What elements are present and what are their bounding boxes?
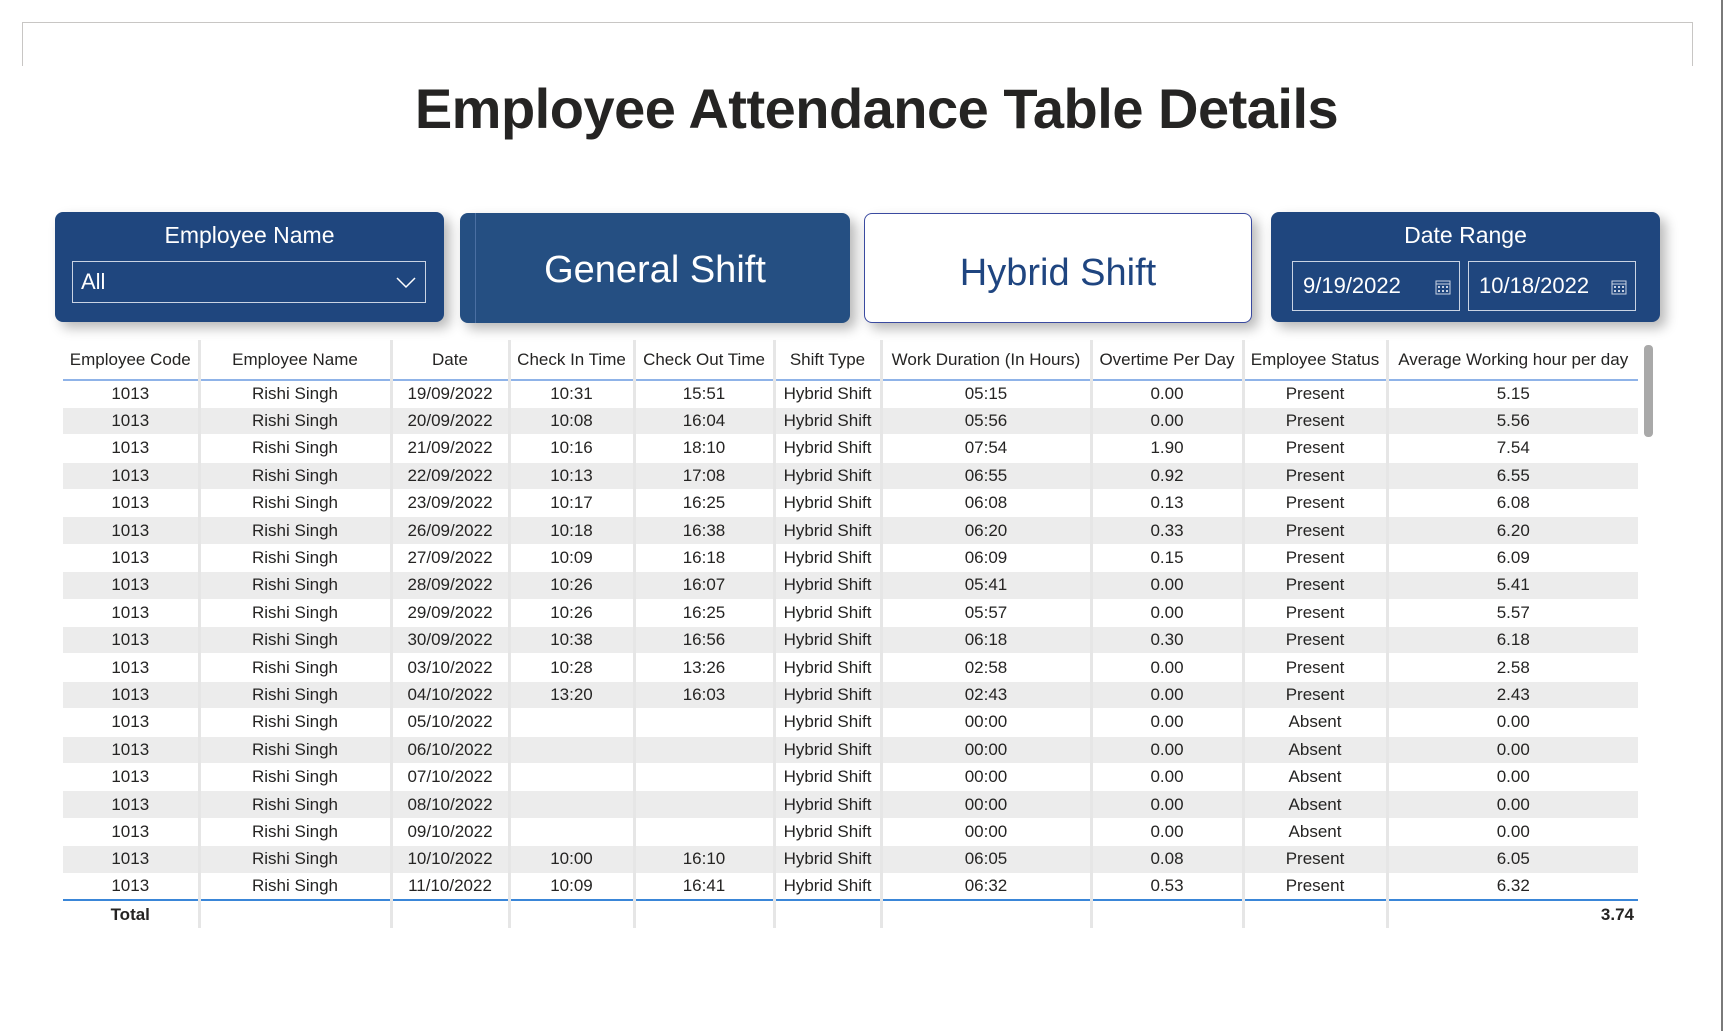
cell-employee-name: Rishi Singh	[199, 462, 391, 489]
cell-overtime: 0.15	[1091, 544, 1243, 571]
cell-date: 04/10/2022	[391, 681, 509, 708]
end-date-input[interactable]	[1468, 261, 1636, 311]
cell-work-duration: 05:57	[881, 599, 1091, 626]
cell-shift-type: Hybrid Shift	[774, 763, 881, 790]
cell-avg-working-hour: 6.08	[1387, 490, 1638, 517]
cell-employee-status: Present	[1243, 873, 1387, 900]
cell-employee-status: Absent	[1243, 709, 1387, 736]
cell-avg-working-hour: 2.58	[1387, 654, 1638, 681]
cell-date: 29/09/2022	[391, 599, 509, 626]
table-header-row	[63, 340, 1638, 380]
cell-check-in-time: 10:00	[509, 846, 634, 873]
cell-avg-working-hour: 5.57	[1387, 599, 1638, 626]
cell-work-duration: 02:43	[881, 681, 1091, 708]
cell-employee-code: 1013	[63, 763, 199, 790]
cell-shift-type: Hybrid Shift	[774, 627, 881, 654]
cell-work-duration: 00:00	[881, 736, 1091, 763]
column-header-check-out[interactable]: Check Out Time	[634, 340, 774, 380]
cell-overtime: 0.92	[1091, 462, 1243, 489]
cell-employee-name: Rishi Singh	[199, 763, 391, 790]
cell-check-in-time: 10:38	[509, 627, 634, 654]
cell-employee-status: Present	[1243, 654, 1387, 681]
cell-work-duration: 05:56	[881, 407, 1091, 434]
table-row[interactable]	[63, 627, 1638, 654]
column-header-status[interactable]: Employee Status	[1243, 340, 1387, 380]
cell-work-duration: 07:54	[881, 435, 1091, 462]
cell-employee-status: Present	[1243, 517, 1387, 544]
end-date-value: 10/18/2022	[1479, 273, 1590, 298]
cell-check-out-time: 18:10	[634, 435, 774, 462]
cell-employee-name: Rishi Singh	[199, 873, 391, 900]
cell-date: 23/09/2022	[391, 490, 509, 517]
cell-avg-working-hour: 2.43	[1387, 681, 1638, 708]
cell-shift-type: Hybrid Shift	[774, 736, 881, 763]
cell-avg-working-hour: 0.00	[1387, 709, 1638, 736]
cell-check-in-time	[509, 736, 634, 763]
cell-employee-status: Absent	[1243, 736, 1387, 763]
cell-check-in-time: 10:31	[509, 380, 634, 407]
cell-shift-type: Hybrid Shift	[774, 681, 881, 708]
cell-shift-type: Hybrid Shift	[774, 407, 881, 434]
cell-employee-name: Rishi Singh	[199, 791, 391, 818]
column-header-shift-type[interactable]: Shift Type	[774, 340, 881, 380]
cell-work-duration: 02:58	[881, 654, 1091, 681]
cell-shift-type: Hybrid Shift	[774, 791, 881, 818]
cell-shift-type: Hybrid Shift	[774, 818, 881, 845]
cell-shift-type: Hybrid Shift	[774, 873, 881, 900]
employee-name-label: Employee Name	[164, 222, 335, 248]
cell-check-in-time: 10:26	[509, 572, 634, 599]
cell-date: 19/09/2022	[391, 380, 509, 407]
table-row[interactable]	[63, 572, 1638, 599]
cell-check-out-time: 16:07	[634, 572, 774, 599]
cell-employee-code: 1013	[63, 681, 199, 708]
cell-employee-status: Present	[1243, 681, 1387, 708]
cell-check-in-time: 10:09	[509, 544, 634, 571]
cell-avg-working-hour: 6.18	[1387, 627, 1638, 654]
cell-work-duration: 05:41	[881, 572, 1091, 599]
cell-employee-code: 1013	[63, 736, 199, 763]
cell-work-duration: 06:32	[881, 873, 1091, 900]
cell-employee-status: Absent	[1243, 763, 1387, 790]
cell-check-out-time: 17:08	[634, 462, 774, 489]
total-label: Total	[63, 900, 199, 928]
table-row[interactable]	[63, 709, 1638, 736]
start-date-value: 9/19/2022	[1303, 273, 1401, 298]
table-row[interactable]	[63, 873, 1638, 900]
cell-overtime: 0.00	[1091, 380, 1243, 407]
cell-date: 07/10/2022	[391, 763, 509, 790]
cell-check-in-time	[509, 709, 634, 736]
cell-work-duration: 00:00	[881, 763, 1091, 790]
cell-overtime: 0.00	[1091, 407, 1243, 434]
cell-overtime: 0.00	[1091, 763, 1243, 790]
cell-work-duration: 06:18	[881, 627, 1091, 654]
cell-employee-status: Present	[1243, 572, 1387, 599]
cell-shift-type: Hybrid Shift	[774, 517, 881, 544]
cell-overtime: 0.00	[1091, 681, 1243, 708]
cell-employee-name: Rishi Singh	[199, 435, 391, 462]
cell-date: 09/10/2022	[391, 818, 509, 845]
cell-employee-status: Present	[1243, 627, 1387, 654]
cell-check-out-time: 16:04	[634, 407, 774, 434]
column-header-overtime[interactable]: Overtime Per Day	[1091, 340, 1243, 380]
cell-employee-code: 1013	[63, 544, 199, 571]
date-range-slicer	[1271, 212, 1660, 322]
cell-shift-type: Hybrid Shift	[774, 490, 881, 517]
general-shift-label: General Shift	[544, 249, 766, 291]
cell-employee-code: 1013	[63, 791, 199, 818]
cell-shift-type: Hybrid Shift	[774, 599, 881, 626]
cell-overtime: 0.13	[1091, 490, 1243, 517]
cell-check-in-time	[509, 818, 634, 845]
cell-employee-code: 1013	[63, 846, 199, 873]
table-row[interactable]	[63, 763, 1638, 790]
hybrid-shift-button[interactable]	[864, 213, 1252, 323]
page-title: Employee Attendance Table Details	[414, 77, 1339, 140]
cell-employee-status: Present	[1243, 462, 1387, 489]
canvas-border-top	[22, 22, 1693, 23]
cell-employee-name: Rishi Singh	[199, 654, 391, 681]
cell-check-out-time: 16:10	[634, 846, 774, 873]
canvas-border-right	[1692, 22, 1693, 66]
cell-employee-code: 1013	[63, 407, 199, 434]
cell-check-in-time: 10:08	[509, 407, 634, 434]
cell-employee-code: 1013	[63, 873, 199, 900]
cell-date: 30/09/2022	[391, 627, 509, 654]
cell-overtime: 0.00	[1091, 572, 1243, 599]
cell-date: 27/09/2022	[391, 544, 509, 571]
cell-check-in-time	[509, 763, 634, 790]
cell-shift-type: Hybrid Shift	[774, 572, 881, 599]
cell-employee-name: Rishi Singh	[199, 407, 391, 434]
cell-check-out-time	[634, 709, 774, 736]
cell-check-out-time: 16:25	[634, 490, 774, 517]
cell-shift-type: Hybrid Shift	[774, 435, 881, 462]
cell-check-out-time: 16:25	[634, 599, 774, 626]
cell-employee-status: Present	[1243, 846, 1387, 873]
cell-avg-working-hour: 7.54	[1387, 435, 1638, 462]
cell-check-in-time: 10:18	[509, 517, 634, 544]
table-row[interactable]	[63, 736, 1638, 763]
cell-avg-working-hour: 6.05	[1387, 846, 1638, 873]
cell-overtime: 1.90	[1091, 435, 1243, 462]
canvas-border-left	[22, 22, 23, 66]
column-header-employee-code[interactable]: Employee Code	[63, 340, 199, 380]
cell-shift-type: Hybrid Shift	[774, 654, 881, 681]
employee-name-value: All	[81, 269, 106, 294]
cell-date: 20/09/2022	[391, 407, 509, 434]
cell-overtime: 0.00	[1091, 599, 1243, 626]
cell-overtime: 0.33	[1091, 517, 1243, 544]
cell-check-in-time: 10:16	[509, 435, 634, 462]
cell-check-in-time: 10:09	[509, 873, 634, 900]
cell-date: 28/09/2022	[391, 572, 509, 599]
cell-employee-status: Absent	[1243, 818, 1387, 845]
cell-employee-code: 1013	[63, 818, 199, 845]
cell-employee-name: Rishi Singh	[199, 572, 391, 599]
table-row[interactable]	[63, 654, 1638, 681]
cell-employee-name: Rishi Singh	[199, 709, 391, 736]
cell-check-in-time: 13:20	[509, 681, 634, 708]
start-date-input[interactable]	[1292, 261, 1460, 311]
cell-check-out-time: 16:18	[634, 544, 774, 571]
attendance-table	[63, 340, 1638, 928]
table-total-row	[63, 900, 1638, 928]
cell-date: 08/10/2022	[391, 791, 509, 818]
cell-avg-working-hour: 0.00	[1387, 818, 1638, 845]
table-row[interactable]	[63, 791, 1638, 818]
table-row[interactable]	[63, 846, 1638, 873]
table-row[interactable]	[63, 490, 1638, 517]
cell-overtime: 0.53	[1091, 873, 1243, 900]
date-range-label: Date Range	[1404, 222, 1527, 248]
column-header-check-in[interactable]: Check In Time	[509, 340, 634, 380]
cell-overtime: 0.00	[1091, 736, 1243, 763]
cell-avg-working-hour: 5.15	[1387, 380, 1638, 407]
table-row[interactable]	[63, 435, 1638, 462]
cell-check-out-time	[634, 818, 774, 845]
cell-avg-working-hour: 6.55	[1387, 462, 1638, 489]
cell-avg-working-hour: 6.32	[1387, 873, 1638, 900]
cell-date: 11/10/2022	[391, 873, 509, 900]
table-row[interactable]	[63, 544, 1638, 571]
cell-work-duration: 00:00	[881, 818, 1091, 845]
cell-avg-working-hour: 5.56	[1387, 407, 1638, 434]
cell-overtime: 0.00	[1091, 654, 1243, 681]
cell-employee-code: 1013	[63, 599, 199, 626]
cell-employee-status: Present	[1243, 435, 1387, 462]
employee-name-slicer	[55, 212, 444, 322]
column-header-avg-working-hour[interactable]: Average Working hour per day	[1387, 340, 1638, 380]
cell-check-in-time: 10:28	[509, 654, 634, 681]
cell-check-in-time	[509, 791, 634, 818]
cell-check-out-time: 16:56	[634, 627, 774, 654]
table-scrollbar[interactable]	[1644, 345, 1653, 437]
cell-overtime: 0.00	[1091, 791, 1243, 818]
cell-employee-status: Present	[1243, 490, 1387, 517]
cell-employee-code: 1013	[63, 490, 199, 517]
table-row[interactable]	[63, 517, 1638, 544]
cell-date: 05/10/2022	[391, 709, 509, 736]
cell-overtime: 0.08	[1091, 846, 1243, 873]
cell-employee-status: Present	[1243, 544, 1387, 571]
cell-employee-name: Rishi Singh	[199, 599, 391, 626]
cell-date: 06/10/2022	[391, 736, 509, 763]
cell-shift-type: Hybrid Shift	[774, 544, 881, 571]
cell-employee-name: Rishi Singh	[199, 627, 391, 654]
cell-work-duration: 06:20	[881, 517, 1091, 544]
cell-employee-name: Rishi Singh	[199, 380, 391, 407]
cell-check-out-time: 16:38	[634, 517, 774, 544]
table-body	[63, 380, 1638, 900]
cell-work-duration: 05:15	[881, 380, 1091, 407]
cell-employee-code: 1013	[63, 435, 199, 462]
cell-avg-working-hour: 6.09	[1387, 544, 1638, 571]
cell-date: 21/09/2022	[391, 435, 509, 462]
cell-check-in-time: 10:26	[509, 599, 634, 626]
cell-work-duration: 06:09	[881, 544, 1091, 571]
cell-employee-name: Rishi Singh	[199, 736, 391, 763]
cell-avg-working-hour: 6.20	[1387, 517, 1638, 544]
cell-overtime: 0.30	[1091, 627, 1243, 654]
cell-employee-status: Present	[1243, 407, 1387, 434]
cell-avg-working-hour: 0.00	[1387, 763, 1638, 790]
cell-check-out-time	[634, 763, 774, 790]
cell-avg-working-hour: 0.00	[1387, 791, 1638, 818]
table-row[interactable]	[63, 681, 1638, 708]
cell-shift-type: Hybrid Shift	[774, 846, 881, 873]
cell-avg-working-hour: 5.41	[1387, 572, 1638, 599]
cell-employee-name: Rishi Singh	[199, 818, 391, 845]
cell-employee-status: Present	[1243, 380, 1387, 407]
table-row[interactable]	[63, 407, 1638, 434]
cell-shift-type: Hybrid Shift	[774, 709, 881, 736]
hybrid-shift-label: Hybrid Shift	[959, 252, 1157, 294]
cell-employee-code: 1013	[63, 462, 199, 489]
cell-employee-name: Rishi Singh	[199, 544, 391, 571]
cell-date: 03/10/2022	[391, 654, 509, 681]
table-row[interactable]	[63, 380, 1638, 407]
column-header-date[interactable]: Date	[391, 340, 509, 380]
table-row[interactable]	[63, 462, 1638, 489]
cell-employee-status: Present	[1243, 599, 1387, 626]
cell-employee-code: 1013	[63, 572, 199, 599]
cell-employee-code: 1013	[63, 517, 199, 544]
employee-name-dropdown[interactable]	[72, 261, 426, 303]
total-avg-working-hour: 3.74	[1387, 900, 1638, 928]
cell-overtime: 0.00	[1091, 709, 1243, 736]
cell-work-duration: 06:05	[881, 846, 1091, 873]
cell-date: 26/09/2022	[391, 517, 509, 544]
general-shift-button[interactable]	[460, 213, 850, 323]
cell-employee-status: Absent	[1243, 791, 1387, 818]
table-row[interactable]	[63, 818, 1638, 845]
cell-employee-name: Rishi Singh	[199, 517, 391, 544]
cell-check-out-time: 13:26	[634, 654, 774, 681]
cell-date: 22/09/2022	[391, 462, 509, 489]
cell-employee-code: 1013	[63, 709, 199, 736]
table-row[interactable]	[63, 599, 1638, 626]
cell-work-duration: 06:55	[881, 462, 1091, 489]
cell-check-out-time: 16:03	[634, 681, 774, 708]
cell-check-in-time: 10:13	[509, 462, 634, 489]
cell-employee-code: 1013	[63, 627, 199, 654]
cell-shift-type: Hybrid Shift	[774, 380, 881, 407]
cell-shift-type: Hybrid Shift	[774, 462, 881, 489]
cell-check-out-time	[634, 736, 774, 763]
chevron-down-icon	[395, 272, 417, 292]
cell-overtime: 0.00	[1091, 818, 1243, 845]
column-header-work-duration[interactable]: Work Duration (In Hours)	[881, 340, 1091, 380]
cell-employee-name: Rishi Singh	[199, 490, 391, 517]
cell-check-out-time: 15:51	[634, 380, 774, 407]
cell-employee-code: 1013	[63, 654, 199, 681]
cell-employee-name: Rishi Singh	[199, 846, 391, 873]
cell-check-out-time	[634, 791, 774, 818]
cell-check-out-time: 16:41	[634, 873, 774, 900]
cell-employee-name: Rishi Singh	[199, 681, 391, 708]
cell-date: 10/10/2022	[391, 846, 509, 873]
cell-employee-code: 1013	[63, 380, 199, 407]
cell-work-duration: 00:00	[881, 709, 1091, 736]
column-header-employee-name[interactable]: Employee Name	[199, 340, 391, 380]
cell-work-duration: 00:00	[881, 791, 1091, 818]
cell-avg-working-hour: 0.00	[1387, 736, 1638, 763]
cell-work-duration: 06:08	[881, 490, 1091, 517]
cell-check-in-time: 10:17	[509, 490, 634, 517]
calendar-icon[interactable]	[1611, 279, 1627, 295]
calendar-icon[interactable]	[1435, 279, 1451, 295]
